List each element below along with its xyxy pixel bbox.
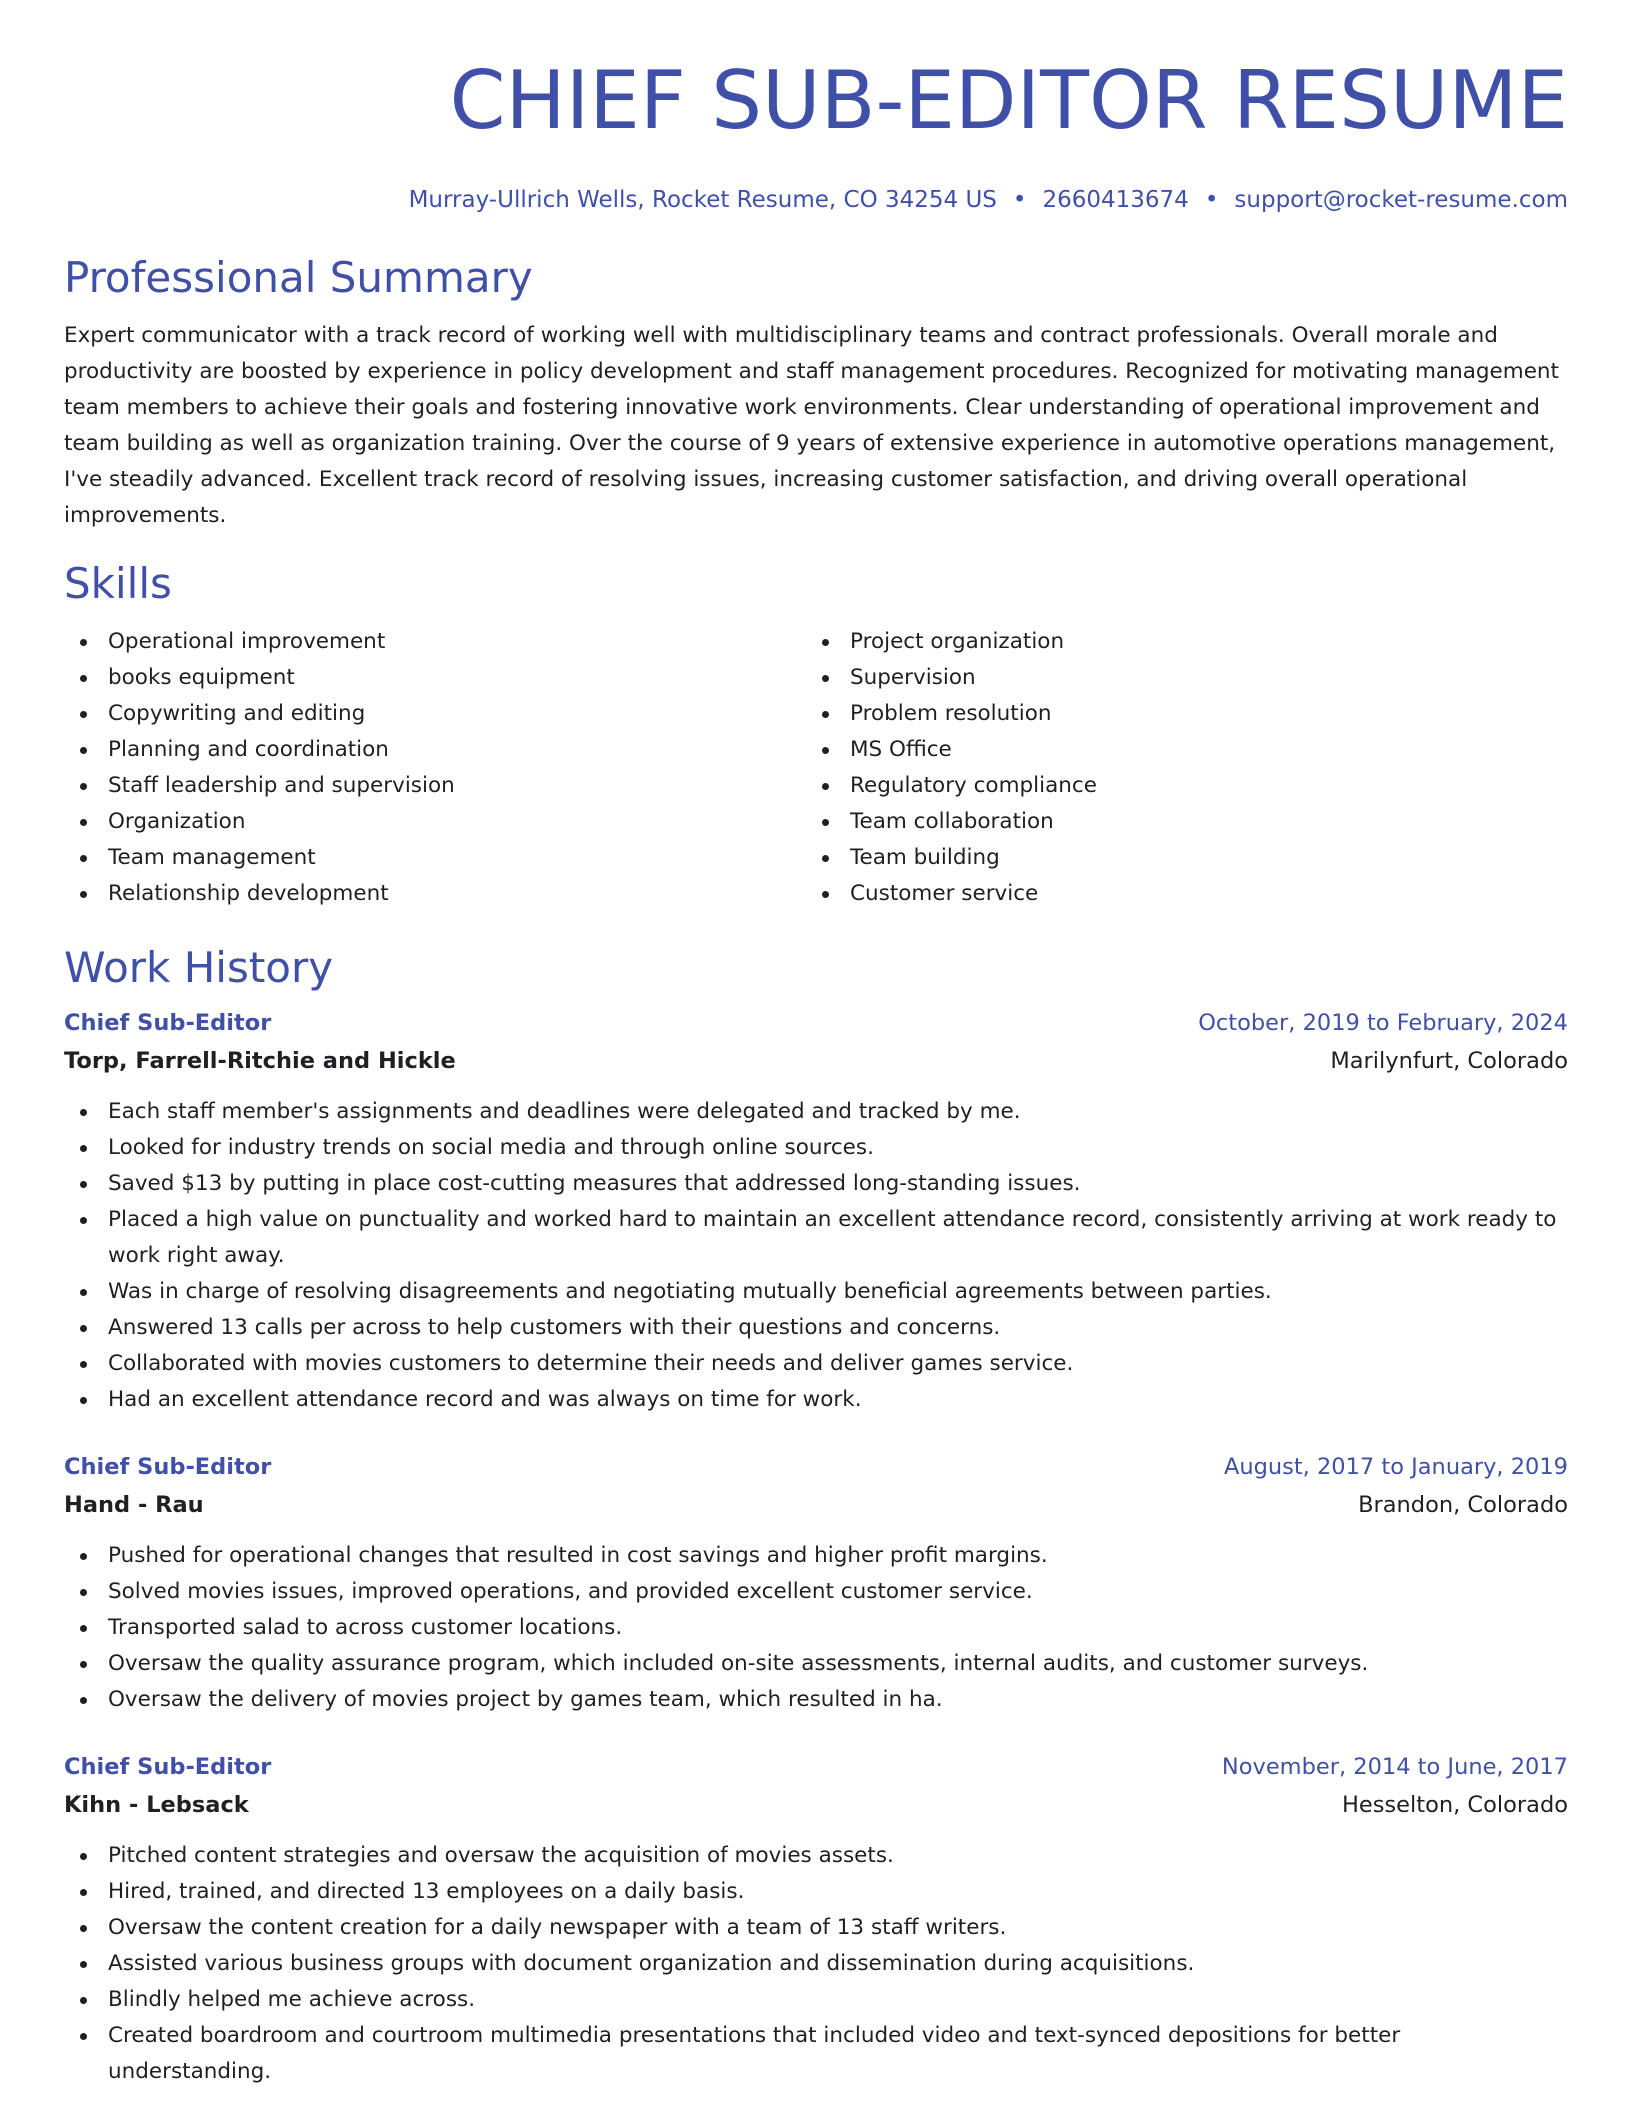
job-bullet: Transported salad to across customer locations.	[64, 1610, 1568, 1646]
skill-item: books equipment	[64, 660, 806, 696]
job-header-row	[64, 1448, 1568, 1486]
job-entry	[64, 1748, 1568, 2090]
contact-separator: •	[1204, 187, 1219, 213]
skills-heading: Skills	[64, 559, 172, 608]
job-header-row	[64, 1748, 1568, 1786]
skill-item: Team management	[64, 840, 806, 876]
job-bullets	[64, 1094, 1568, 1418]
job-bullets	[64, 1838, 1568, 2090]
job-role: Chief Sub-Editor	[64, 1010, 272, 1036]
job-company: Kihn - Lebsack	[64, 1792, 249, 1818]
job-company-row	[64, 1042, 1568, 1080]
job-location: Brandon, Colorado	[1358, 1492, 1568, 1518]
job-company-row	[64, 1486, 1568, 1524]
job-company: Hand - Rau	[64, 1492, 204, 1518]
skill-item: MS Office	[806, 732, 1548, 768]
resume-page	[64, 0, 1568, 2090]
summary-heading: Professional Summary	[64, 253, 533, 302]
job-bullet: Pitched content strategies and oversaw the acquisition of movies assets.	[64, 1838, 1568, 1874]
work-history-heading: Work History	[64, 943, 334, 992]
skills-list	[64, 624, 1568, 912]
contact-phone: 2660413674	[1042, 187, 1189, 213]
job-bullet: Created boardroom and courtroom multimedia presentations that included video and text-synced depositions for better understanding.	[64, 2018, 1568, 2090]
job-bullet: Saved $13 by putting in place cost-cutting measures that addressed long-standing issues.	[64, 1166, 1568, 1202]
job-location: Hesselton, Colorado	[1341, 1792, 1568, 1818]
contact-line	[64, 180, 1568, 220]
contact-email[interactable]: support@rocket-resume.com	[1234, 187, 1568, 213]
resume-title: CHIEF SUB-EDITOR RESUME	[449, 54, 1568, 147]
contact-separator: •	[1012, 187, 1027, 213]
job-bullet: Blindly helped me achieve across.	[64, 1982, 1568, 2018]
job-bullet: Hired, trained, and directed 13 employees on a daily basis.	[64, 1874, 1568, 1910]
job-dates: November, 2014 to June, 2017	[1221, 1754, 1568, 1780]
job-bullets	[64, 1538, 1568, 1718]
skill-item: Team collaboration	[806, 804, 1548, 840]
job-bullet: Oversaw the quality assurance program, which included on-site assessments, internal audits, and customer surveys.	[64, 1646, 1568, 1682]
contact-address: Murray-Ullrich Wells, Rocket Resume, CO 34254 US	[408, 187, 997, 213]
job-bullet: Solved movies issues, improved operations, and provided excellent customer service.	[64, 1574, 1568, 1610]
skill-item: Problem resolution	[806, 696, 1548, 732]
job-bullet: Each staff member's assignments and deadlines were delegated and tracked by me.	[64, 1094, 1568, 1130]
skill-item: Copywriting and editing	[64, 696, 806, 732]
job-entry	[64, 1448, 1568, 1718]
job-header-row	[64, 1004, 1568, 1042]
job-company-row	[64, 1786, 1568, 1824]
skill-item: Project organization	[806, 624, 1548, 660]
job-company: Torp, Farrell-Ritchie and Hickle	[64, 1048, 456, 1074]
skill-item: Regulatory compliance	[806, 768, 1548, 804]
skills-column-right	[806, 624, 1548, 912]
job-bullet: Assisted various business groups with document organization and dissemination during acquisitions.	[64, 1946, 1568, 1982]
skill-item: Operational improvement	[64, 624, 806, 660]
job-bullet: Collaborated with movies customers to determine their needs and deliver games service.	[64, 1346, 1568, 1382]
job-bullet: Was in charge of resolving disagreements and negotiating mutually beneficial agreements between parties.	[64, 1274, 1568, 1310]
job-dates: August, 2017 to January, 2019	[1223, 1454, 1568, 1480]
summary-text: Expert communicator with a track record of working well with multidisciplinary teams and contract professionals. Overall morale and productivity are boosted by experience in policy development and staff management procedures. Recognized for motivating management team members to achieve their goals and fostering innovative work environments. Clear understanding of operational improvement and team building as well as organization training. Over the course of 9 years of extensive experience in automotive operations management, I've steadily advanced. Excellent track record of resolving issues, increasing customer satisfaction, and driving overall operational improvements.	[64, 323, 1559, 528]
skill-item: Customer service	[806, 876, 1548, 912]
skills-column-left	[64, 624, 806, 912]
job-bullet: Pushed for operational changes that resulted in cost savings and higher profit margins.	[64, 1538, 1568, 1574]
skill-item: Team building	[806, 840, 1548, 876]
job-bullet: Placed a high value on punctuality and worked hard to maintain an excellent attendance record, consistently arriving at work ready to work right away.	[64, 1202, 1568, 1274]
skill-item: Staff leadership and supervision	[64, 768, 806, 804]
job-bullet: Looked for industry trends on social media and through online sources.	[64, 1130, 1568, 1166]
job-bullet: Had an excellent attendance record and was always on time for work.	[64, 1382, 1568, 1418]
job-location: Marilynfurt, Colorado	[1330, 1048, 1568, 1074]
skill-item: Planning and coordination	[64, 732, 806, 768]
job-entry	[64, 1004, 1568, 1418]
skill-item: Organization	[64, 804, 806, 840]
job-bullet: Answered 13 calls per across to help customers with their questions and concerns.	[64, 1310, 1568, 1346]
job-dates: October, 2019 to February, 2024	[1198, 1010, 1568, 1036]
job-bullet: Oversaw the delivery of movies project by games team, which resulted in ha.	[64, 1682, 1568, 1718]
job-bullet: Oversaw the content creation for a daily newspaper with a team of 13 staff writers.	[64, 1910, 1568, 1946]
job-role: Chief Sub-Editor	[64, 1454, 272, 1480]
skill-item: Supervision	[806, 660, 1548, 696]
skill-item: Relationship development	[64, 876, 806, 912]
job-role: Chief Sub-Editor	[64, 1754, 272, 1780]
